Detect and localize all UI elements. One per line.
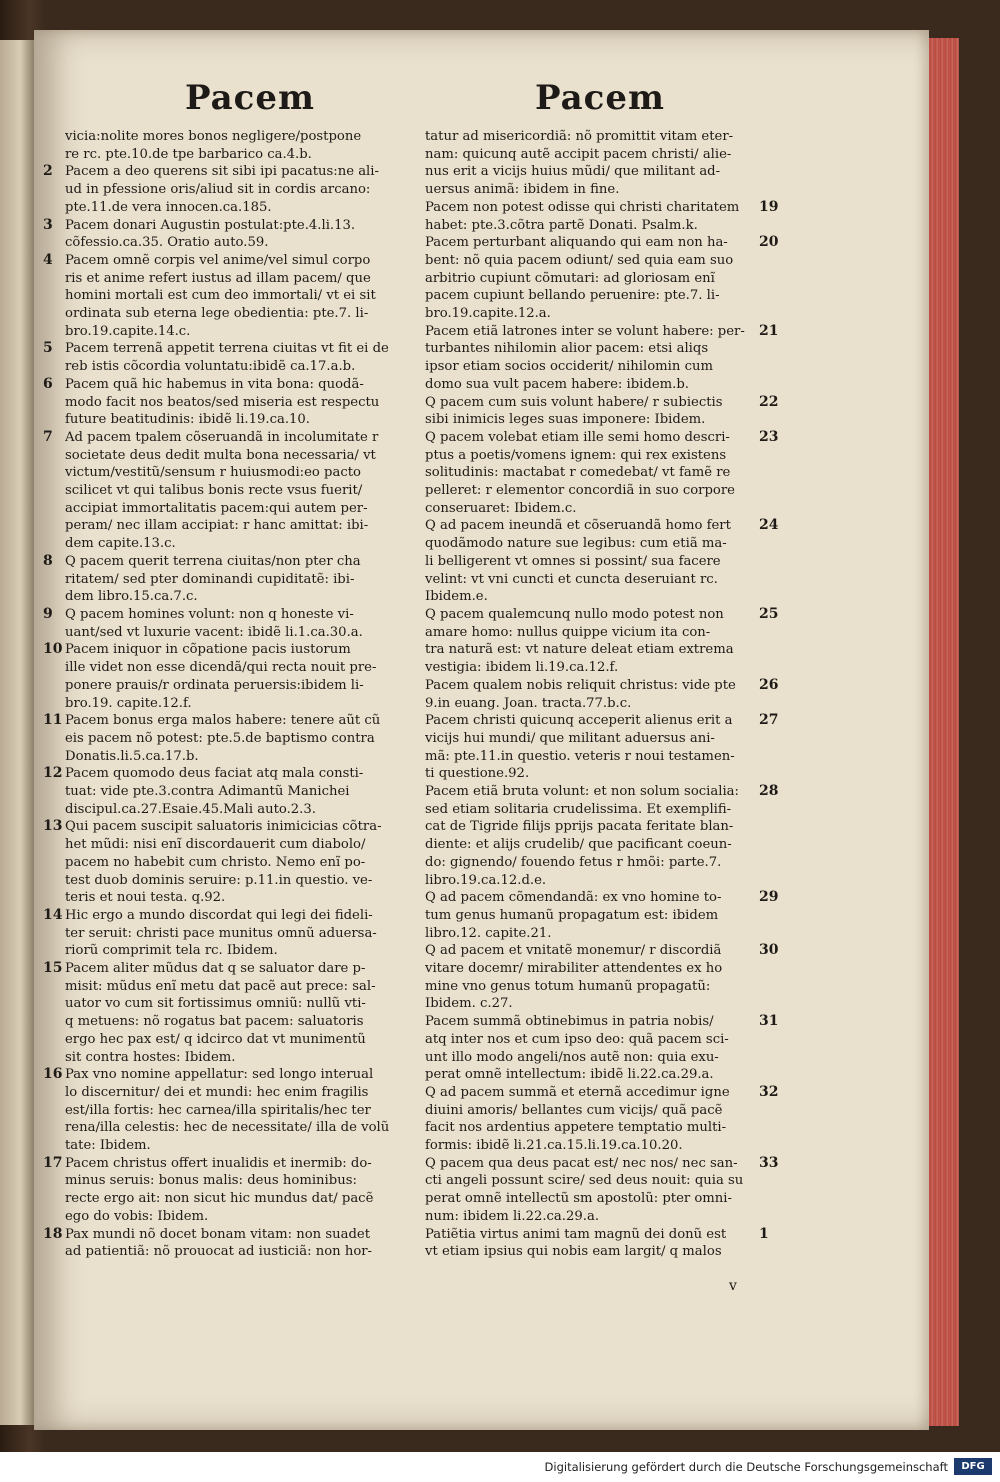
entry-line: Pax vno nomine appellatur: sed longo interual	[65, 1067, 374, 1083]
entry-line: reb istis cõcordia voluntatu:ibidẽ ca.17.a.b.	[65, 359, 356, 375]
entry-line: Pacem etiã bruta volunt: et non solum socialia:	[425, 784, 739, 800]
entry-line: sed etiam solitaria crudelissima. Et exemplifi-	[425, 801, 732, 817]
index-entry	[425, 517, 779, 606]
entry-line: diente: et alijs crudelib/ que pacificant coeun-	[425, 837, 732, 853]
index-entry	[425, 393, 779, 429]
entry-line: bro.19.capite.14.c.	[65, 323, 191, 339]
index-entry	[425, 889, 779, 942]
index-entry	[425, 128, 770, 199]
entry-line: pacem no habebit cum christo. Nemo enĩ po-	[65, 854, 366, 870]
index-entry	[43, 163, 410, 216]
entry-line: Pacem omnẽ corpis vel anime/vel simul corpo	[65, 252, 371, 268]
funding-credit: Digitalisierung gefördert durch die Deutsche Forschungsgemeinschaft	[544, 1460, 948, 1474]
entry-line: recte ergo ait: non sicut hic mundus dat/ pacẽ	[65, 1191, 374, 1207]
entry-line: Pacem christi quicunq acceperit alienus erit a	[425, 713, 733, 729]
entry-line: amare homo: nullus quippe vicium ita con-	[425, 624, 711, 640]
entry-line: ritatem/ sed pter dominandi cupiditatẽ: ibi-	[65, 571, 355, 587]
index-entry	[43, 1225, 410, 1261]
entry-line: future beatitudinis: ibidẽ li.19.ca.10.	[65, 412, 310, 428]
index-entry	[43, 605, 410, 641]
index-entry	[425, 1226, 770, 1261]
entry-line: re rc. pte.10.de tpe barbarico ca.4.b.	[65, 146, 312, 162]
entry-line: lo discernitur/ dei et mundi: hec enim fragilis	[65, 1084, 369, 1100]
index-entry	[43, 375, 410, 429]
entry-number: 26	[759, 676, 779, 693]
entry-line: ad patientiã: nõ prouocat ad iusticiã: non hor-	[65, 1244, 373, 1260]
entry-line: facit nos ardentius appetere temptatio multi-	[425, 1120, 727, 1136]
entry-number: 20	[759, 234, 779, 251]
entry-line: sit contra hostes: Ibidem.	[65, 1049, 236, 1065]
entry-line: atq inter nos et cum ipso deo: quã pacem sci-	[425, 1031, 729, 1047]
entry-number: 4	[43, 251, 53, 268]
index-entry	[425, 942, 779, 1013]
entry-line: ordinata sub eterna lege obedientia: pte.7. li-	[65, 306, 369, 322]
index-entry	[425, 676, 779, 712]
entry-line: vicijs hui mundi/ que militant aduersus ani-	[425, 730, 715, 746]
index-entry	[43, 340, 410, 375]
right-text-column	[425, 128, 779, 1261]
running-headword-right: Pacem	[535, 78, 665, 118]
entry-line: Q pacem cum suis volunt habere/ r subiectis	[425, 394, 723, 410]
entry-line: vt etiam ipsius qui nobis eam largit/ q malos	[425, 1244, 722, 1260]
entry-number: 25	[759, 605, 779, 622]
entry-line: Pacem aliter mũdus dat q se saluator dare p-	[65, 961, 366, 977]
entry-line: mine vno genus totum humanũ propagatũ:	[425, 978, 711, 994]
index-entry	[43, 712, 410, 765]
entry-number: 24	[759, 517, 779, 534]
entry-line: societate deus dedit multa bona necessaria/ vt	[65, 447, 376, 463]
entry-line: li belligerent vt omnes si possint/ sua facere	[425, 553, 721, 569]
entry-number: 7	[43, 428, 53, 445]
entry-line: cõfessio.ca.35. Oratio auto.59.	[65, 235, 269, 251]
entry-line: cti angeli possunt scire/ sed deus nouit: quia su	[425, 1173, 744, 1189]
entry-number: 17	[43, 1154, 63, 1171]
entry-line: Pacem quã hic habemus in vita bona: quodã-	[65, 376, 364, 392]
entry-number: 28	[759, 783, 779, 800]
entry-line: minus seruis: bonus malis: deus hominibus:	[65, 1173, 357, 1189]
entry-number: 10	[43, 641, 63, 658]
entry-line: nus erit a vicijs huius mũdi/ que militant ad-	[425, 164, 721, 180]
entry-line: bent: nõ quia pacem odiunt/ sed quia eam suo	[425, 252, 734, 268]
entry-line: homini mortali est cum deo immortali/ vt ei sit	[65, 288, 376, 304]
entry-line: vestigia: ibidem li.19.ca.12.f.	[425, 660, 619, 676]
entry-number: 22	[759, 393, 779, 410]
entry-line: nam: quicunq autẽ accipit pacem christi/ alie-	[425, 146, 732, 162]
entry-line: discipul.ca.27.Esaie.45.Mali auto.2.3.	[65, 801, 316, 817]
entry-number: 8	[43, 552, 53, 569]
entry-line: dem libro.15.ca.7.c.	[65, 589, 198, 605]
index-entry	[425, 712, 779, 783]
entry-line: Pacem a deo querens sit sibi ipi pacatus:ne ali-	[65, 164, 379, 180]
entry-line: Pacem christus offert inualidis et inermib: do-	[65, 1155, 372, 1171]
index-entry	[43, 1154, 410, 1226]
entry-line: Pacem iniquor in cõpatione pacis iustorum	[65, 642, 351, 658]
entry-line: est/illa fortis: hec carnea/illa spiritalis/hec ter	[65, 1102, 371, 1118]
entry-line: bro.19. capite.12.f.	[65, 695, 192, 711]
entry-line: modo facit nos beatos/sed miseria est respectu	[65, 394, 380, 410]
entry-number: 16	[43, 1066, 63, 1083]
entry-line: perat omnẽ intellectũ sm apostolũ: pter omni-	[425, 1191, 732, 1207]
entry-number: 21	[759, 322, 779, 339]
index-entry	[43, 906, 410, 960]
entry-line: ille videt non esse dicendã/qui recta nouit pre-	[65, 660, 377, 676]
index-entry	[425, 1083, 779, 1155]
index-entry	[425, 605, 779, 677]
index-entry	[425, 428, 779, 518]
entry-number: 2	[43, 163, 53, 180]
entry-line: misit: mũdus enĩ metu dat pacẽ aut prece: sal-	[65, 978, 376, 994]
entry-line: Q pacem qua deus pacat est/ nec nos/ nec san-	[425, 1155, 738, 1171]
entry-line: ponere prauis/r ordinata peruersis:ibidem li-	[65, 677, 364, 693]
entry-line: diuini amoris/ bellantes cum vicijs/ quã pacẽ	[425, 1102, 723, 1118]
entry-number: 1	[759, 1225, 769, 1242]
entry-line: velint: vt vni cuncti et cuncta deseruiant rc.	[425, 571, 718, 587]
entry-line: rena/illa celestis: hec de necessitate/ illa de volũ	[65, 1120, 390, 1136]
red-page-edges	[929, 38, 959, 1426]
entry-line: tatur ad misericordiã: nõ promittit vitam eter-	[425, 129, 734, 144]
entry-line: perat omnẽ intellectum: ibidẽ li.22.ca.29.a.	[425, 1067, 714, 1083]
entry-line: cat de Tigride filijs pprijs pacata feritate blan-	[425, 819, 734, 835]
entry-line: ego do vobis: Ibidem.	[65, 1208, 209, 1224]
entry-line: Q ad pacem et vnitatẽ monemur/ r discordiã	[425, 943, 722, 959]
entry-line: num: ibidem li.22.ca.29.a.	[425, 1208, 600, 1224]
entry-line: domo sua vult pacem habere: ibidem.b.	[425, 376, 689, 392]
entry-line: vitare docemr/ mirabiliter attendentes ex ho	[425, 961, 723, 977]
entry-line: Q pacem volebat etiam ille semi homo descri-	[425, 429, 730, 445]
index-entry	[43, 765, 410, 818]
entry-line: test duob dominis seruire: p.11.in questio. ve-	[65, 872, 373, 888]
entry-line: Q ad pacem ineundã et cõseruandã homo fert	[425, 518, 731, 534]
entry-line: conseruaret: Ibidem.c.	[425, 500, 577, 516]
entry-number: 19	[759, 198, 779, 215]
entry-line: ter seruit: christi pace munitus omnũ aduersa-	[65, 925, 377, 941]
left-text-column	[43, 128, 410, 1261]
entry-line: pacem cupiunt bellando peruenire: pte.7. li-	[425, 288, 720, 304]
entry-number: 15	[43, 960, 63, 977]
entry-line: victum/vestitũ/sensum r huiusmodi:eo pacto	[65, 465, 361, 481]
entry-line: libro.19.ca.12.d.e.	[425, 872, 547, 888]
entry-line: ptus a poetis/vomens ignem: qui rex existens	[425, 447, 727, 463]
index-entry	[425, 1013, 779, 1084]
entry-line: tate: Ibidem.	[65, 1138, 151, 1154]
entry-number: 3	[43, 216, 53, 233]
entry-line: Ibidem.e.	[425, 589, 488, 605]
index-entry	[43, 428, 410, 553]
dfg-logo: DFG	[954, 1458, 992, 1475]
entry-line: Qui pacem suscipit saluatoris inimicicias cõtra-	[65, 819, 382, 835]
entry-line: solitudinis: mactabat r comedebat/ vt famẽ re	[425, 465, 731, 481]
facing-page-edge	[0, 40, 34, 1425]
entry-number: 30	[759, 942, 779, 959]
entry-number: 29	[759, 889, 779, 906]
index-entry	[425, 322, 779, 394]
entry-line: Ibidem. c.27.	[425, 996, 513, 1012]
entry-line: uant/sed vt luxurie vacent: ibidẽ li.1.ca.30.a.	[65, 624, 363, 640]
entry-line: Patiẽtia virtus animi tam magnũ dei donũ est	[425, 1226, 727, 1242]
entry-number: 23	[759, 428, 779, 445]
entry-line: do: gignendo/ fouendo fetus r hmõi: parte.7.	[425, 854, 722, 870]
entry-number: 18	[43, 1225, 63, 1242]
entry-line: Pacem non potest odisse qui christi charitatem	[425, 199, 740, 215]
index-entry	[43, 552, 410, 606]
entry-number: 32	[759, 1083, 779, 1100]
entry-line: Ad pacem tpalem cõseruandã in incolumitate r	[65, 429, 379, 445]
index-entry	[43, 818, 410, 907]
entry-line: Q pacem homines volunt: non q honeste vi-	[65, 606, 354, 622]
entry-line: Pacem etiã latrones inter se volunt habere: per-	[425, 323, 745, 339]
entry-line: Q ad pacem summã et eternã accedimur igne	[425, 1084, 730, 1100]
entry-number: 14	[43, 906, 63, 923]
entry-line: tuat: vide pte.3.contra Adimantũ Manichei	[65, 784, 350, 800]
entry-line: ipsor etiam socios occiderit/ nihilomin cum	[425, 359, 713, 375]
running-headword-left: Pacem	[185, 78, 315, 118]
index-entry	[425, 198, 779, 234]
index-entry	[425, 234, 779, 323]
entry-line: Pacem summã obtinebimus in patria nobis/	[425, 1014, 714, 1030]
index-entry	[425, 783, 779, 889]
entry-line: mã: pte.11.in questio. veteris r noui testamen-	[425, 748, 735, 764]
index-entry	[43, 251, 410, 341]
signature-mark: v	[729, 1278, 737, 1294]
entry-line: turbantes nihilomin alior pacem: etsi aliqs	[425, 341, 709, 357]
entry-line: ris et anime refert iustus ad illam pacem/ que	[65, 270, 371, 286]
entry-line: vicia:nolite mores bonos negligere/postpone	[65, 129, 362, 144]
entry-line: teris et noui testa. q.92.	[65, 890, 226, 906]
entry-number: 13	[43, 818, 63, 835]
entry-number: 5	[43, 340, 53, 357]
entry-line: pte.11.de vera innocen.ca.185.	[65, 199, 272, 215]
entry-line: unt illo modo angeli/nos autẽ non: quia exu-	[425, 1049, 719, 1065]
entry-line: Pax mundi nõ docet bonam vitam: non suadet	[65, 1226, 370, 1242]
entry-line: uator vo cum sit fortissimus omniũ: nullũ vti-	[65, 996, 366, 1012]
index-entry	[43, 1066, 410, 1155]
entry-number: 33	[759, 1154, 779, 1171]
index-entry	[65, 128, 410, 163]
entry-line: Q pacem querit terrena ciuitas/non pter cha	[65, 553, 361, 569]
entry-line: habet: pte.3.cõtra partẽ Donati. Psalm.k.	[425, 217, 698, 233]
entry-line: q metuens: nõ rogatus bat pacem: saluatoris	[65, 1014, 364, 1030]
entry-line: 9.in euang. Joan. tracta.77.b.c.	[425, 695, 632, 711]
entry-line: arbitrio cupiunt cõmutari: ad gloriosam enĩ	[425, 270, 715, 286]
entry-line: Pacem terrenã appetit terrena ciuitas vt fit ei de	[65, 341, 389, 357]
footer-bar	[0, 1452, 1000, 1482]
entry-line: Pacem perturbant aliquando qui eam non ha-	[425, 235, 728, 251]
index-entry	[425, 1154, 779, 1226]
entry-number: 6	[43, 375, 53, 392]
entry-line: eis pacem nõ potest: pte.5.de baptismo contra	[65, 730, 375, 746]
entry-line: scilicet vt qui talibus bonis recte vsus fuerit/	[65, 483, 363, 499]
entry-line: ergo hec pax est/ q idcirco dat vt munimentũ	[65, 1031, 366, 1047]
index-entry	[43, 641, 410, 712]
entry-line: Pacem donari Augustin postulat:pte.4.li.13.	[65, 217, 356, 233]
entry-line: ud in pfessione oris/aliud sit in cordis arcano:	[65, 182, 371, 198]
entry-line: Donatis.li.5.ca.17.b.	[65, 748, 199, 764]
entry-line: Pacem quomodo deus faciat atq mala consti-	[65, 766, 364, 782]
entry-number: 27	[759, 712, 779, 729]
entry-line: Q pacem qualemcunq nullo modo potest non	[425, 606, 724, 622]
entry-line: accipiat immortalitatis pacem:qui autem per-	[65, 500, 368, 516]
index-entry	[43, 960, 410, 1066]
entry-line: bro.19.capite.12.a.	[425, 306, 551, 322]
entry-line: peram/ nec illam accipiat: r hanc amittat: ibi-	[65, 518, 369, 534]
index-entry	[43, 216, 410, 252]
entry-number: 9	[43, 605, 53, 622]
entry-line: Pacem bonus erga malos habere: tenere aũt cũ	[65, 713, 381, 729]
entry-line: dem capite.13.c.	[65, 536, 176, 552]
entry-line: Hic ergo a mundo discordat qui legi dei fideli-	[65, 907, 373, 923]
entry-line: riorũ comprimit tela rc. Ibidem.	[65, 943, 278, 959]
entry-line: libro.12. capite.21.	[425, 925, 552, 941]
entry-line: tra naturã est: vt nature deleat etiam extrema	[425, 642, 734, 658]
entry-number: 31	[759, 1013, 779, 1030]
entry-line: quodãmodo nature sue legibus: cum etiã ma-	[425, 536, 727, 552]
entry-line: Pacem qualem nobis reliquit christus: vide pte	[425, 677, 736, 693]
entry-line: uersus animã: ibidem in fine.	[425, 182, 620, 198]
entry-number: 12	[43, 765, 63, 782]
entry-number: 11	[43, 712, 63, 729]
entry-line: pelleret: r elementor concordiã in suo corpore	[425, 483, 735, 499]
entry-line: het mũdi: nisi enĩ discordauerit cum diabolo/	[65, 837, 366, 853]
entry-line: ti questione.92.	[425, 766, 530, 782]
entry-line: formis: ibidẽ li.21.ca.15.li.19.ca.10.20.	[425, 1138, 683, 1154]
entry-line: tum genus humanũ propagatum est: ibidem	[425, 907, 719, 923]
entry-line: Q ad pacem cõmendandã: ex vno homine to-	[425, 890, 722, 906]
entry-line: sibi inimicis leges suas imponere: Ibidem.	[425, 412, 706, 428]
